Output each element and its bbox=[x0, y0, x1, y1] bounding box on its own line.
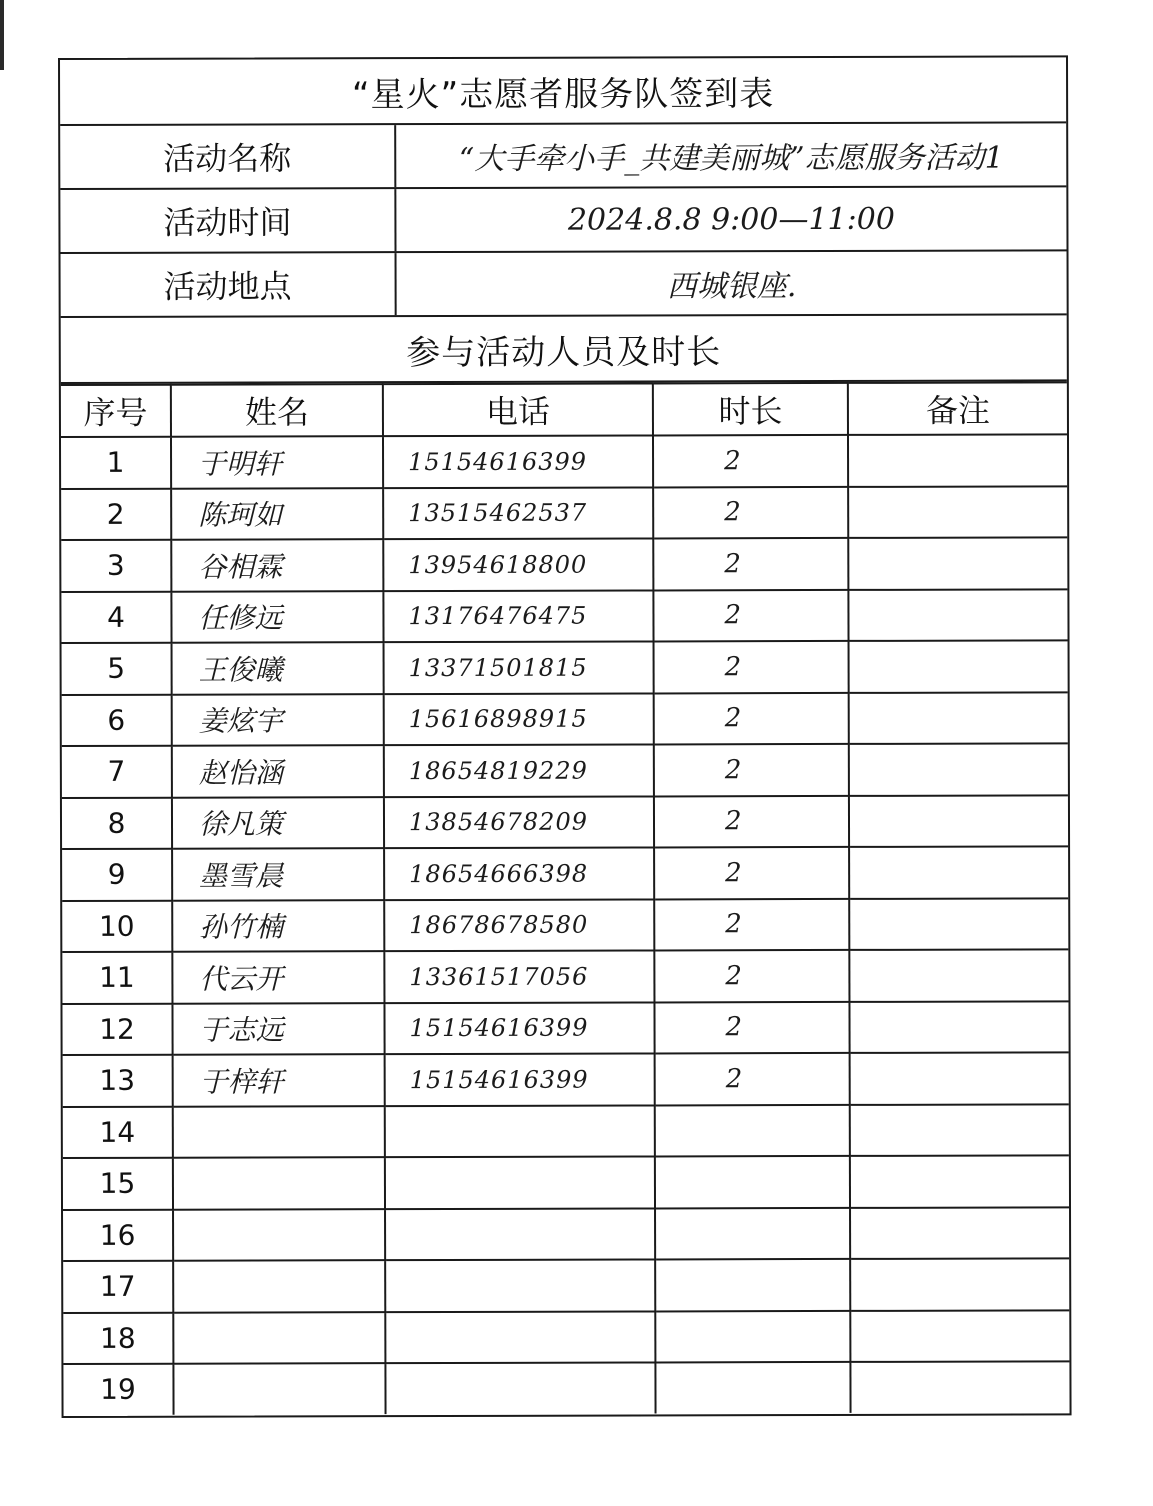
row-phone bbox=[385, 1311, 655, 1363]
table-row bbox=[63, 1155, 1069, 1209]
activity-location-value: 西城银座. bbox=[666, 269, 797, 305]
row-name: 陈珂如 bbox=[171, 488, 383, 540]
table-row bbox=[61, 434, 1067, 488]
table-row bbox=[62, 898, 1068, 952]
table-row bbox=[62, 949, 1068, 1003]
table-header-row bbox=[61, 382, 1067, 437]
row-name: 赵怡涵 bbox=[172, 745, 384, 797]
row-name: 任修远 bbox=[171, 591, 383, 643]
row-phone: 15154616399 bbox=[383, 435, 653, 487]
row-note bbox=[849, 692, 1068, 744]
row-index: 2 bbox=[61, 488, 171, 540]
row-note bbox=[849, 1001, 1068, 1053]
row-phone: 15154616399 bbox=[385, 1053, 655, 1105]
activity-location-label: 活动地点 bbox=[61, 253, 397, 316]
row-phone: 13515462537 bbox=[383, 487, 653, 539]
info-row-activity-time bbox=[60, 187, 1066, 254]
row-note bbox=[850, 1361, 1069, 1412]
row-index: 14 bbox=[63, 1106, 173, 1158]
row-note bbox=[849, 795, 1068, 847]
row-name: 于梓轩 bbox=[173, 1054, 385, 1106]
row-name: 谷相霖 bbox=[171, 539, 383, 591]
row-note bbox=[850, 1310, 1069, 1362]
row-note bbox=[850, 1052, 1069, 1104]
row-note bbox=[849, 640, 1068, 692]
activity-time-value: 2024.8.8 9:00—11:00 bbox=[567, 201, 895, 238]
row-hours: 2 bbox=[653, 435, 848, 487]
row-hours: 2 bbox=[654, 641, 849, 693]
row-name: 孙竹楠 bbox=[172, 900, 384, 952]
row-index: 12 bbox=[62, 1003, 172, 1055]
row-note bbox=[848, 486, 1067, 538]
row-hours: 2 bbox=[653, 538, 848, 590]
row-index: 3 bbox=[61, 540, 171, 592]
row-phone: 13176476475 bbox=[383, 590, 653, 642]
header-index: 序号 bbox=[61, 385, 171, 437]
row-hours: 2 bbox=[655, 1053, 850, 1105]
row-name bbox=[173, 1363, 385, 1414]
activity-name-value: “大手牵小手_共建美丽城”志愿服务活动1 bbox=[458, 140, 1004, 177]
sign-in-sheet bbox=[58, 55, 1072, 1418]
row-index: 1 bbox=[61, 437, 171, 489]
row-note bbox=[849, 898, 1068, 950]
row-hours bbox=[655, 1104, 850, 1156]
row-note bbox=[848, 589, 1067, 641]
row-index: 13 bbox=[63, 1055, 173, 1107]
table-row bbox=[62, 1001, 1068, 1055]
row-note bbox=[850, 1258, 1069, 1310]
table-row bbox=[63, 1258, 1069, 1312]
row-phone: 18654666398 bbox=[384, 847, 654, 899]
table-row bbox=[62, 743, 1068, 797]
participants-table bbox=[61, 381, 1070, 1414]
header-name: 姓名 bbox=[171, 384, 383, 437]
row-phone: 13371501815 bbox=[384, 641, 654, 693]
row-name: 墨雪晨 bbox=[172, 848, 384, 900]
row-hours: 2 bbox=[653, 486, 848, 538]
participants-section-title: 参与活动人员及时长 bbox=[61, 315, 1067, 384]
row-hours: 2 bbox=[654, 950, 849, 1002]
row-index: 18 bbox=[63, 1312, 173, 1364]
row-hours: 2 bbox=[654, 744, 849, 796]
table-row bbox=[63, 1052, 1069, 1106]
row-index: 19 bbox=[63, 1364, 173, 1415]
row-name bbox=[173, 1260, 385, 1312]
row-name: 王俊曦 bbox=[172, 642, 384, 694]
row-hours bbox=[655, 1310, 850, 1362]
row-note bbox=[850, 1207, 1069, 1259]
table-row bbox=[62, 692, 1068, 746]
row-index: 15 bbox=[63, 1158, 173, 1210]
row-phone bbox=[385, 1362, 655, 1413]
row-note bbox=[849, 743, 1068, 795]
row-note bbox=[848, 537, 1067, 589]
row-phone bbox=[385, 1208, 655, 1260]
info-row-activity-location bbox=[61, 251, 1067, 318]
row-index: 10 bbox=[62, 900, 172, 952]
row-phone: 13361517056 bbox=[384, 950, 654, 1002]
row-index: 7 bbox=[62, 746, 172, 798]
row-hours bbox=[655, 1362, 850, 1413]
row-name bbox=[173, 1106, 385, 1158]
table-row bbox=[61, 486, 1067, 540]
table-row bbox=[63, 1310, 1069, 1364]
row-hours: 2 bbox=[653, 589, 848, 641]
paper-edge bbox=[0, 0, 14, 70]
row-hours: 2 bbox=[654, 847, 849, 899]
row-hours: 2 bbox=[654, 795, 849, 847]
row-index: 4 bbox=[61, 591, 171, 643]
row-note bbox=[850, 1104, 1069, 1156]
activity-time-label: 活动时间 bbox=[60, 189, 396, 252]
table-row bbox=[62, 640, 1068, 694]
row-name: 于明轩 bbox=[171, 436, 383, 488]
table-row bbox=[63, 1104, 1069, 1158]
header-hours: 时长 bbox=[653, 383, 848, 436]
row-hours: 2 bbox=[654, 898, 849, 950]
table-row bbox=[62, 795, 1068, 849]
row-phone: 18678678580 bbox=[384, 899, 654, 951]
row-phone bbox=[385, 1259, 655, 1311]
activity-name-label: 活动名称 bbox=[60, 125, 396, 188]
table-row bbox=[62, 846, 1068, 900]
row-phone: 13854678209 bbox=[384, 796, 654, 848]
row-phone: 15616898915 bbox=[384, 693, 654, 745]
info-row-activity-name bbox=[60, 123, 1066, 190]
row-name bbox=[173, 1209, 385, 1261]
row-name bbox=[173, 1157, 385, 1209]
row-note bbox=[849, 846, 1068, 898]
row-index: 17 bbox=[63, 1261, 173, 1313]
row-index: 6 bbox=[62, 694, 172, 746]
row-hours: 2 bbox=[654, 1001, 849, 1053]
row-index: 5 bbox=[62, 643, 172, 695]
row-phone: 13954618800 bbox=[383, 538, 653, 590]
row-phone: 15154616399 bbox=[384, 1002, 654, 1054]
header-phone: 电话 bbox=[383, 383, 653, 436]
row-name bbox=[173, 1312, 385, 1364]
row-note bbox=[848, 434, 1067, 486]
row-phone: 18654819229 bbox=[384, 744, 654, 796]
table-row bbox=[63, 1207, 1069, 1261]
row-name: 姜炫宇 bbox=[172, 694, 384, 746]
row-phone bbox=[385, 1105, 655, 1157]
table-row bbox=[61, 537, 1067, 591]
row-hours bbox=[655, 1207, 850, 1259]
row-index: 16 bbox=[63, 1209, 173, 1261]
row-hours bbox=[655, 1259, 850, 1311]
sheet-title: “星火”志愿者服务队签到表 bbox=[60, 57, 1066, 126]
table-row bbox=[61, 589, 1067, 643]
header-note: 备注 bbox=[848, 382, 1067, 435]
row-index: 9 bbox=[62, 849, 172, 901]
row-index: 8 bbox=[62, 797, 172, 849]
row-index: 11 bbox=[62, 952, 172, 1004]
row-phone bbox=[385, 1156, 655, 1208]
row-note bbox=[850, 1155, 1069, 1207]
table-row bbox=[63, 1361, 1069, 1414]
row-name: 代云开 bbox=[172, 951, 384, 1003]
row-hours bbox=[655, 1156, 850, 1208]
row-note bbox=[849, 949, 1068, 1001]
row-hours: 2 bbox=[654, 692, 849, 744]
row-name: 于志远 bbox=[172, 1003, 384, 1055]
row-name: 徐凡策 bbox=[172, 797, 384, 849]
